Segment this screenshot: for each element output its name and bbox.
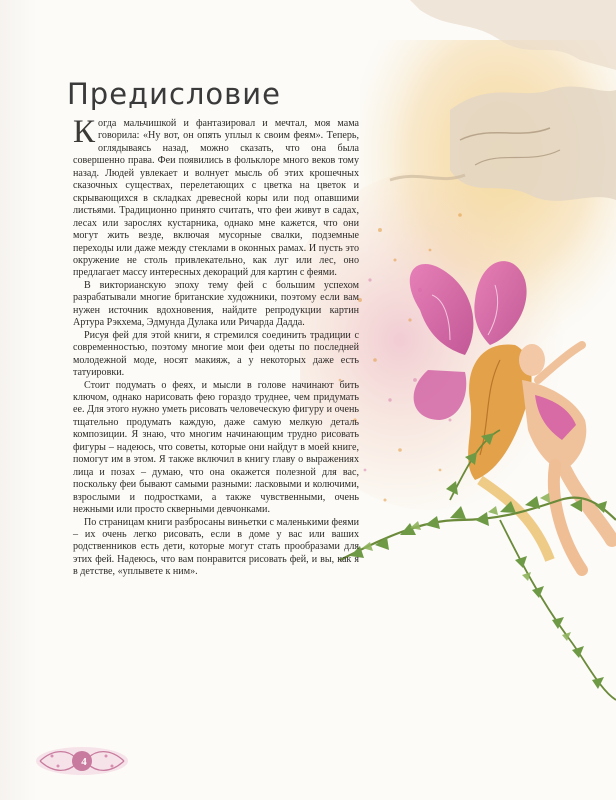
preface-text [73,114,359,579]
paragraph: Когда мальчишкой и фантазировал и мечтал, моя мама говорила: «Ну вот, он опять уплыл к своим феям». Теперь, оглядываясь назад, можно сказать, что она была совершенно права. Феи появились в фольклоре много веков тому назад. Людей увлекает и волнует мысль об этих крошечных сказочных существах, перелетающих с цветка на цветок и скрывающихся в складках древесной коры или под опавшими листьями. Традиционно принято считать, что феи живут в садах, лесах или зарослях кустарника, однако мне кажется, что они могут жить везде, включая мусорные свалки, подземные переходы или даже между стеклами в оконных рамах. И пусть это окружение не столь привлекательно, как луг или лес, оно предлагает массу интересных декораций для картин с феями. [73,114,359,279]
page-number: 4 [81,756,87,768]
page-title: Предисловие [67,77,281,112]
paragraph: В викторианскую эпоху тему фей с большим успехом разрабатывали многие британские художники, поэтому если вам нужен источник вдохновения, найдите репродукции картин Артура Рэкхема, Эдмунда Дулака или Ричарда Дадда. [73,279,359,329]
paragraph: Стоит подумать о феях, и мысли в голове начинают бить ключом, однако нарисовать фею гораздо труднее, чем придумать ее. Для этого нужно уметь рисовать человеческую фигуру и очень тщательно продумать каждую, даже самую мелкую деталь композиции. Я знаю, что многим начинающим трудно рисовать фигуры – надеюсь, что советы, которые они найдут в моей книге, помогут им в этом. Я также включил в книгу главу о выражениях лица и позах – думаю, что она окажется полезной для вас, поскольку феи бывают самыми разными: ласковыми и колючими, взрослыми и подростками, а также чувственными, очень нежными или просто скверными девчонками. [73,379,359,516]
paragraph: Рисуя фей для этой книги, я стремился соединить традиции с современностью, поэтому многие мои феи одеты по последней молодежной моде, носят макияж, а у некоторых даже есть татуировки. [73,329,359,379]
drop-cap: К [73,114,96,150]
paragraph: По страницам книги разбросаны виньетки с маленькими феями – их очень легко рисовать, если в доме у вас или ваших родственников есть дети, которые могут стать прообразами для этих фей. Надеюсь, что вам понравится рисовать фей, и вы, как я в детстве, «уплывете к ним». [73,516,359,578]
